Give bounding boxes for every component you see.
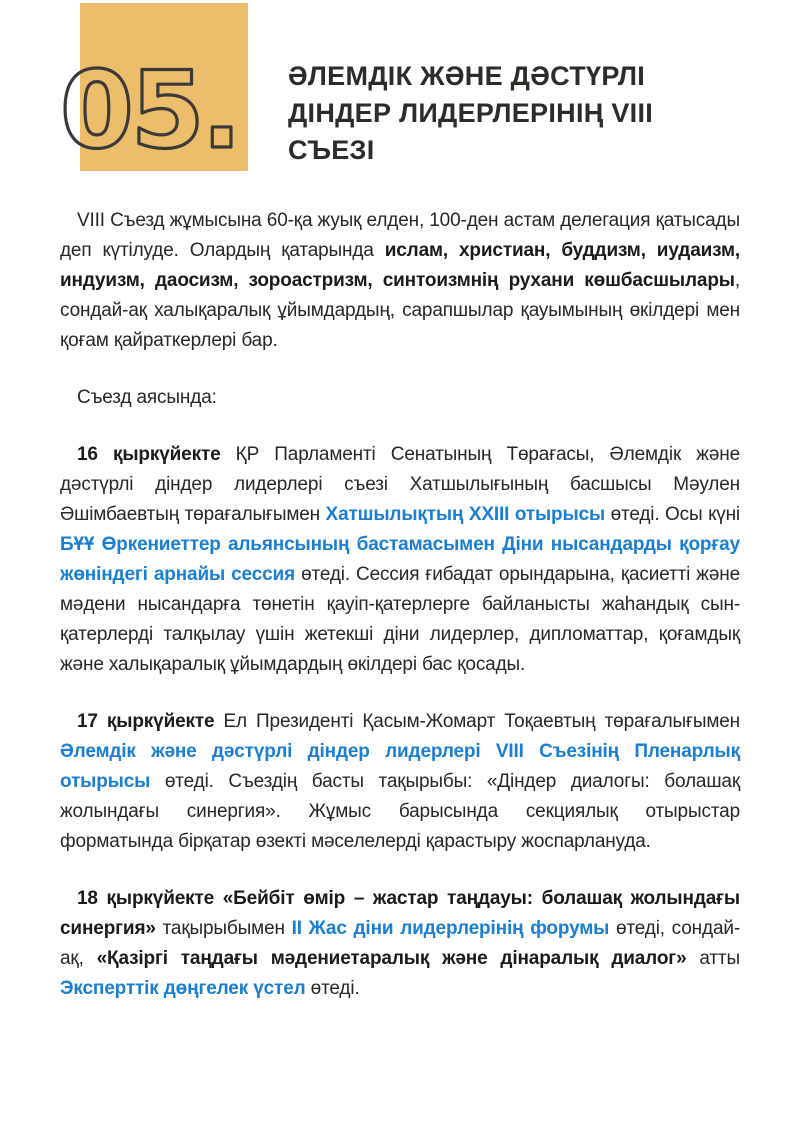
bold-text: 17 қыркүйекте: [77, 711, 215, 732]
page-title-line-1: ӘЛЕМДІК ЖӘНЕ ДӘСТҮРЛІ: [288, 61, 646, 91]
body-text-run: өтеді, сондай-ақ,: [60, 918, 740, 969]
paragraph-september-18: [60, 884, 740, 1004]
body-text-run: өтеді.: [305, 978, 360, 999]
highlighted-link-text: Әлемдік және дәстүрлі діндер лидерлері VIII Съезінің Пленарлық отырысы: [60, 741, 740, 792]
paragraph-intro: [60, 206, 740, 356]
body-text-run: Ел Президенті Қасым-Жомарт Тоқаевтың төрағалығымен: [214, 711, 740, 732]
body-text-run: өтеді. Съездің басты тақырыбы: «Діндер диалогы: болашақ жолындағы синергия». Жұмыс барысында секциялық отырыстар форматында бірқатар өзекті мәселелерді қарастыру жоспарлануда.: [60, 771, 740, 852]
body-text-run: өтеді. Осы күні: [605, 504, 740, 525]
paragraph-agenda-lead: [60, 383, 740, 413]
highlighted-link-text: Хатшылықтың XXIII отырысы: [325, 504, 606, 525]
paragraph-september-17: [60, 707, 740, 857]
body-text-run: ҚР Парламенті Сенатының Төрағасы, Әлемдік және дәстүрлі діндер лидерлері съезі Хатшылығының басшысы Мәулен Әшімбаевтың төрағалығымен: [60, 444, 740, 525]
paragraph-september-16: [60, 440, 740, 680]
section-number: 05.: [60, 50, 239, 162]
page-title: [288, 58, 768, 169]
bold-text: «Қазіргі таңдағы мәдениетаралық және дінаралық диалог»: [96, 948, 687, 969]
highlighted-link-text: II Жас діни лидерлерінің форумы: [291, 918, 610, 939]
body-text-run: , сондай-ақ халықаралық ұйымдардың, сарапшылар қауымының өкілдері мен қоғам қайраткерлері бар.: [60, 270, 740, 351]
page-title-line-2: ДІНДЕР ЛИДЕРЛЕРІНІҢ VIII: [288, 98, 654, 128]
body-text-run: өтеді. Сессия ғибадат орындарына, қасиетті және мәдени нысандарға төнетін қауіп-қатерлерге байланысты жаһандық сын-қатерлерді талқылау үшін жетекші діни лидерлер, дипломаттар, қоғамдық және халықаралық ұйымдардың өкілдері бас қосады.: [60, 564, 740, 675]
bold-text: ислам, христиан, буддизм, иудаизм, индуизм, даосизм, зороастризм, синтоизмнің рухани көшбасшылары: [60, 240, 740, 291]
highlighted-link-text: Эксперттік дөңгелек үстел: [60, 978, 306, 999]
body-text-run: Съезд аясында:: [77, 387, 217, 408]
article-body: [60, 206, 740, 1031]
body-text-run: VIII Съезд жұмысына 60-қа жуық елден, 100-ден астам делегация қатысады деп күтілуде. Олардың қатарында: [60, 210, 740, 261]
section-number-outline: [58, 50, 248, 162]
page-title-line-3: СЪЕЗІ: [288, 135, 375, 165]
body-text-run: тақырыбымен: [155, 918, 292, 939]
highlighted-link-text: БҰҰ Өркениеттер альянсының бастамасымен Діни нысандарды қорғау жөніндегі арнайы сессия: [60, 534, 740, 585]
bold-text: 18 қыркүйекте «Бейбіт өмір – жастар таңдауы: болашақ жолындағы синергия»: [60, 888, 740, 939]
body-text-run: атты: [686, 948, 740, 969]
bold-text: 16 қыркүйекте: [77, 444, 221, 465]
